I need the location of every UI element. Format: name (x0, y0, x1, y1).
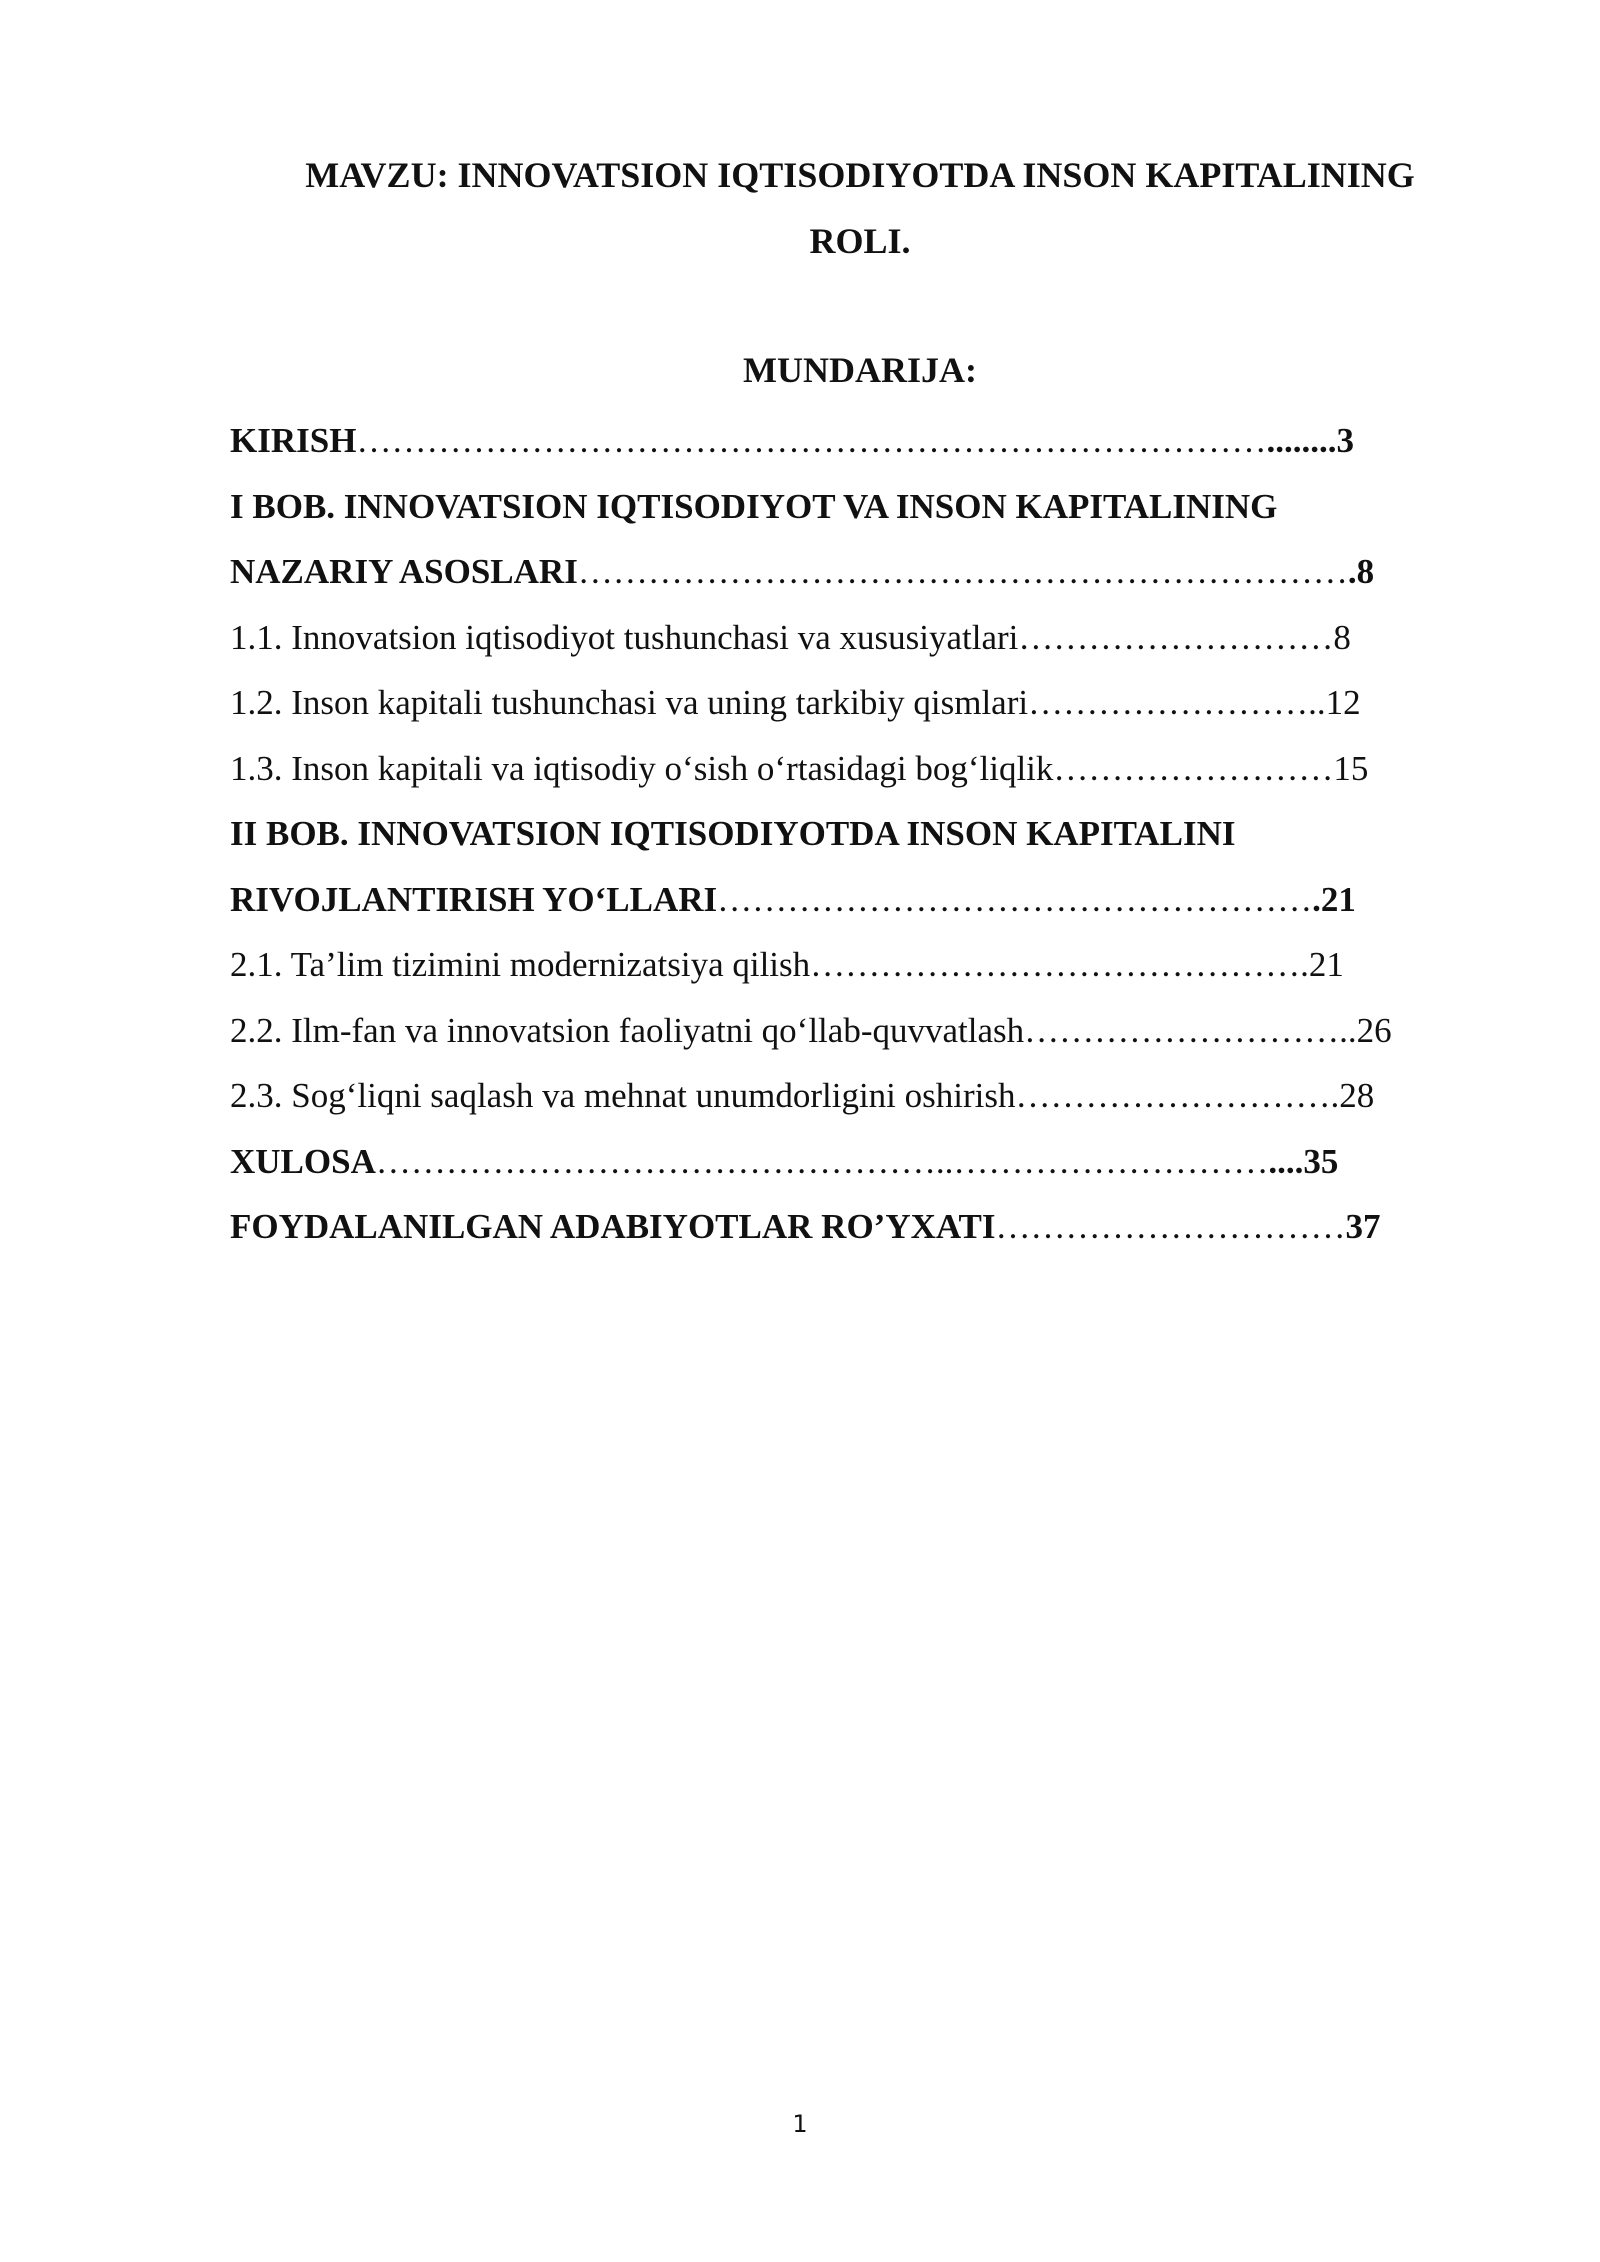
toc-leader: ………………………… (995, 1207, 1346, 1246)
toc-entry-chapter-2-line-1 (230, 801, 1530, 867)
toc-entry-chapter-1-line-2 (230, 539, 1530, 605)
toc-page-ref: ........3 (1266, 421, 1354, 460)
toc-leader: ……………………… (1018, 617, 1334, 657)
toc-entry-text: 1.2. Inson kapitali tushunchasi va uning tarkibiy qismlari (230, 683, 1029, 722)
page-number: 1 (792, 2110, 808, 2138)
toc-entry-kirish (230, 408, 1530, 474)
toc-page-ref: .8 (1347, 552, 1375, 591)
toc-page-ref: 8 (1333, 617, 1351, 657)
toc-leader: ………………………………………………………… (577, 552, 1348, 591)
toc-entry-1-3 (230, 736, 1530, 802)
toc-entry-text: XULOSA (230, 1141, 376, 1181)
table-of-contents (230, 408, 1530, 1260)
toc-entry-text: 1.1. Innovatsion iqtisodiyot tushunchasi va xususiyatlari (230, 617, 1019, 657)
toc-entry-text: I BOB. INNOVATSION IQTISODIYOT VA INSON KAPITALINING (230, 486, 1278, 526)
toc-leader: …………………… (1028, 683, 1309, 722)
toc-page-ref: ..26 (1339, 1010, 1392, 1050)
toc-leader: …………………… (1053, 748, 1334, 788)
toc-leader: …………………………………………… (717, 879, 1313, 919)
toc-entry-1-1 (230, 605, 1530, 671)
toc-page-ref: .21 (1312, 879, 1356, 919)
toc-entry-text: FOYDALANILGAN ADABIYOTLAR RO’YXATI (230, 1207, 996, 1246)
title-line-2: ROLI. (809, 221, 911, 261)
toc-entry-1-2 (230, 670, 1530, 736)
toc-leader: ………………………. (1015, 1076, 1340, 1115)
toc-entry-chapter-2-line-2 (230, 867, 1530, 933)
toc-page-ref: 15 (1333, 748, 1369, 788)
toc-entry-text: 2.2. Ilm-fan va innovatsion faoliyatni qo‘llab-quvvatlash (230, 1010, 1025, 1050)
toc-leader: …………………………………………..……………………… (375, 1141, 1269, 1181)
title-line-1: MAVZU: INNOVATSION IQTISODIYOTDA INSON KAPITALINING (305, 155, 1415, 195)
toc-entry-text: KIRISH (230, 421, 357, 460)
document-title (230, 142, 1490, 274)
toc-page-ref: .21 (1300, 945, 1344, 984)
toc-leader: ……………………… (1024, 1010, 1340, 1050)
toc-entry-text: 1.3. Inson kapitali va iqtisodiy o‘sish o‘rtasidagi bog‘liqlik (230, 748, 1054, 788)
toc-heading: MUNDARIJA: (743, 350, 977, 390)
toc-entry-2-1 (230, 932, 1530, 998)
toc-entry-chapter-1-line-1 (230, 474, 1530, 540)
toc-page-ref: 28 (1339, 1076, 1375, 1115)
toc-page-ref: 37 (1345, 1207, 1381, 1246)
toc-entry-text: II BOB. INNOVATSION IQTISODIYOTDA INSON KAPITALINI (230, 814, 1236, 853)
toc-entry-2-3 (230, 1063, 1530, 1129)
toc-entry-text: 2.3. Sog‘liqni saqlash va mehnat unumdorligini oshirish (230, 1076, 1016, 1115)
toc-page-ref: ....35 (1268, 1141, 1339, 1181)
toc-leader: …………………………………………………………………… (356, 421, 1267, 460)
toc-leader: …………………………………… (810, 945, 1301, 984)
toc-entry-2-2 (230, 998, 1530, 1064)
toc-entry-xulosa (230, 1129, 1530, 1195)
toc-page-ref: ..12 (1308, 683, 1361, 722)
toc-entry-text: NAZARIY ASOSLARI (230, 552, 578, 591)
toc-entry-text: RIVOJLANTIRISH YO‘LLARI (230, 879, 718, 919)
toc-entry-text: 2.1. Ta’lim tizimini modernizatsiya qilish (230, 945, 811, 984)
toc-entry-references (230, 1194, 1530, 1260)
